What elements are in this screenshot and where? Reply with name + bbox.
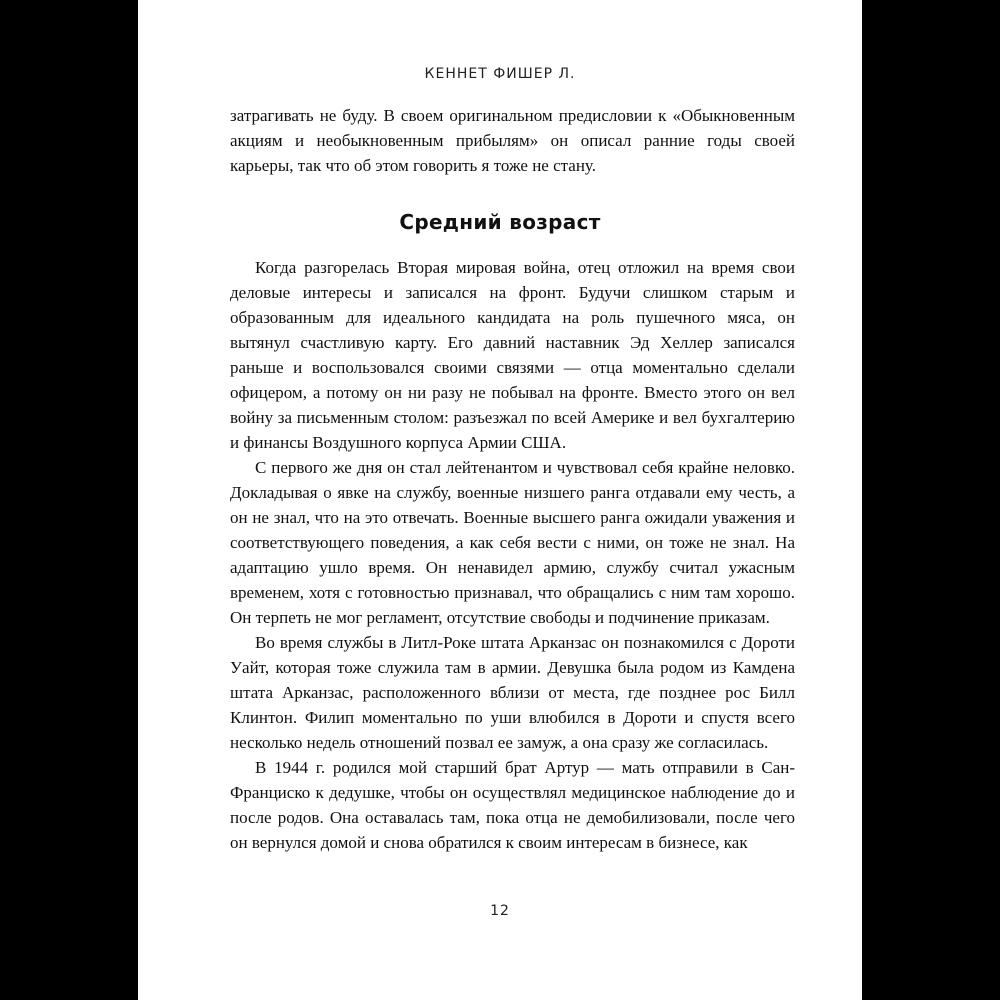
book-page [138, 0, 862, 1000]
section-heading: Средний возраст [399, 210, 601, 234]
running-head: КЕННЕТ ФИШЕР Л. [424, 66, 576, 82]
page-number: 12 [490, 903, 510, 919]
intro-paragraph: затрагивать не буду. В своем оригинальном предисловии к «Обыкновенным акциям и необыкновенным прибылям» он описал ранние годы своей карьеры, так что об этом говорить я тоже не стану. [230, 106, 795, 175]
intro-text-block [230, 103, 795, 178]
body-text-block [230, 255, 795, 855]
paragraph-3: Во время службы в Литл-Роке штата Арканзас он познакомился с Дороти Уайт, которая тоже служила там в армии. Девушка была родом из Камдена штата Арканзас, расположенного вблизи от места, где позднее рос Билл Клинтон. Филип моментально по уши влюбился в Дороти и спустя всего несколько недель отношений позвал ее замуж, а она сразу же согласилась. [230, 633, 795, 752]
paragraph-2: С первого же дня он стал лейтенантом и чувствовал себя крайне неловко. Докладывая о явке на службу, военные низшего ранга отдавали ему честь, а он не знал, что на это отвечать. Военные высшего ранга ожидали уважения и соответствующего поведения, а как себя вести с ними, он тоже не знал. На адаптацию ушло время. Он ненавидел армию, службу считал ужасным временем, хотя с готовностью признавал, что обращались с ним там хорошо. Он терпеть не мог регламент, отсутствие свободы и подчинение приказам. [230, 458, 795, 627]
paragraph-1: Когда разгорелась Вторая мировая война, отец отложил на время свои деловые интересы и записался на фронт. Будучи слишком старым и образованным для идеального кандидата на роль пушечного мяса, он вытянул счастливую карту. Его давний наставник Эд Хеллер записался раньше и воспользовался своими связями — отца моментально сделали офицером, а потому он ни разу не побывал на фронте. Вместо этого он вел войну за письменным столом: разъезжал по всей Америке и вел бухгалтерию и финансы Воздушного корпуса Армии США. [230, 258, 795, 452]
paragraph-4: В 1944 г. родился мой старший брат Артур — мать отправили в Сан-Франциско к дедушке, чтобы он осуществлял медицинское наблюдение до и после родов. Она оставалась там, пока отца не демобилизовали, после чего он вернулся домой и снова обратился к своим интересам в бизнесе, как [230, 758, 795, 852]
